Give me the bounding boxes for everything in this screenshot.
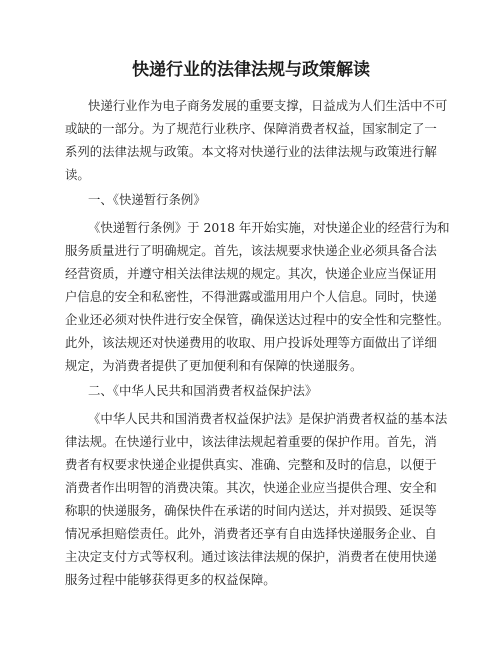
paragraph-line: 称职的快递服务，确保快件在承诺的时间内送达，并对损毁、延误等 [65, 503, 437, 518]
paragraph-line: 费者有权要求快递企业提供真实、准确、完整和及时的信息，以便于 [65, 457, 437, 472]
intro-line: 快递行业作为电子商务发展的重要支撑，日益成为人们生活中不可 [88, 98, 448, 113]
paragraph-line: 企业还必须对快件进行安全保管，确保送达过程中的安全性和完整性。 [65, 312, 450, 327]
paragraph-line: 户信息的安全和私密性，不得泄露或滥用用户个人信息。同时，快递 [65, 289, 437, 304]
intro-line: 系列的法律法规与政策。本文将对快递行业的法律法规与政策进行解 [65, 144, 437, 159]
paragraph-line: 《中华人民共和国消费者权益保护法》是保护消费者权益的基本法 [88, 411, 448, 426]
intro-line: 读。 [65, 167, 90, 182]
paragraph-line: 服务过程中能够获得更多的权益保障。 [65, 572, 276, 587]
section-heading: 二、《中华人民共和国消费者权益保护法》 [88, 383, 318, 398]
page-title: 快递行业的法律法规与政策解读 [132, 60, 370, 80]
paragraph-line: 消费者作出明智的消费决策。其次，快递企业应当提供合理、安全和 [65, 480, 437, 495]
section-heading: 一、《快递暂行条例》 [88, 192, 206, 207]
paragraph-line: 此外，该法规还对快递费用的收取、用户投诉处理等方面做出了详细 [65, 335, 437, 350]
paragraph-line: 规定，为消费者提供了更加便利和有保障的快递服务。 [65, 358, 363, 373]
paragraph-line: 律法规。在快递行业中，该法律法规起着重要的保护作用。首先，消 [65, 434, 437, 449]
intro-line: 或缺的一部分。为了规范行业秩序、保障消费者权益，国家制定了一 [65, 121, 437, 136]
paragraph-line: 情况承担赔偿责任。此外，消费者还享有自由选择快递服务企业、自 [65, 526, 437, 541]
paragraph-line: 《快递暂行条例》于 2018 年开始实施，对快递企业的经营行为和 [88, 220, 450, 235]
paragraph-line: 主决定支付方式等权利。通过该法律法规的保护，消费者在使用快递 [65, 549, 437, 564]
paragraph-line: 经营资质，并遵守相关法律法规的规定。其次，快递企业应当保证用 [65, 266, 437, 281]
paragraph-line: 服务质量进行了明确规定。首先，该法规要求快递企业必须具备合法 [65, 243, 437, 258]
